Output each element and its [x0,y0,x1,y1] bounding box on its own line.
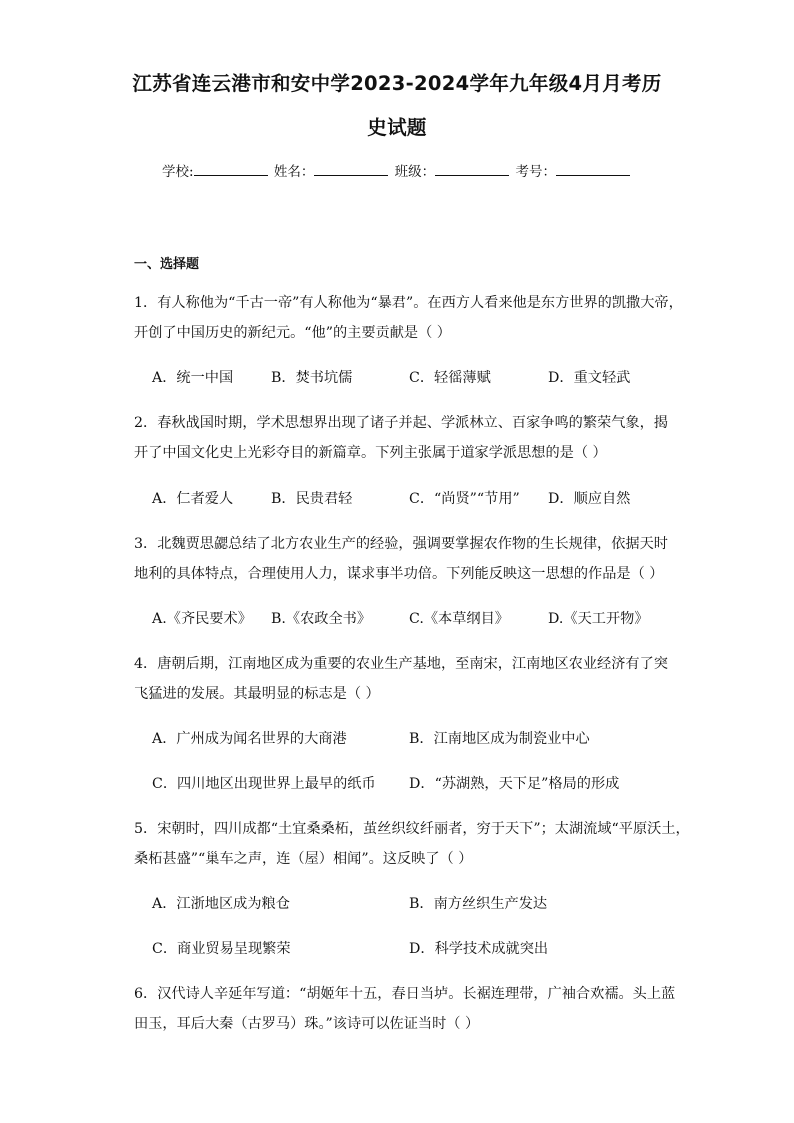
class-blank[interactable] [435,163,509,176]
question-4-options-row-2 [152,773,672,795]
option-d[interactable]: D．顺应自然 [548,491,631,507]
question-1-stem [134,288,683,348]
question-line: 田玉，耳后大秦（古罗马）珠。”该诗可以佐证当时（ ） [134,1016,480,1032]
question-4-options-row-1 [152,728,672,750]
question-4-stem [134,649,668,709]
option-a[interactable]: A．江浙地区成为粮仓 [152,896,290,912]
option-b[interactable]: B.《农政全书》 [271,611,372,627]
option-b[interactable]: B．南方丝织生产发达 [409,896,548,912]
question-2-options [152,488,672,510]
option-a[interactable]: A．广州成为闻名世界的大商港 [152,731,347,747]
name-blank[interactable] [314,163,388,176]
question-6-stem [134,979,676,1039]
question-line: 开了中国文化史上光彩夺目的新篇章。下列主张属于道家学派思想的是（ ） [134,445,607,461]
student-info-row [0,160,794,180]
question-line: 3．北魏贾思勰总结了北方农业生产的经验，强调要掌握农作物的生长规律，依据天时 [134,536,668,552]
option-d[interactable]: D.《天工开物》 [548,611,649,627]
option-a[interactable]: A．仁者爱人 [152,491,234,507]
option-d[interactable]: D．科学技术成就突出 [409,941,549,957]
question-5-options-row-2 [152,938,672,960]
option-b[interactable]: B．焚书坑儒 [271,370,353,386]
option-c[interactable]: C.《本草纲目》 [409,611,509,627]
option-a[interactable]: A.《齐民要术》 [152,611,252,627]
question-line: 桑柘甚盛”“巢车之声，连（屋）相闻”。这反映了（ ） [134,851,473,867]
option-c[interactable]: C．四川地区出现世界上最早的纸币 [152,776,376,792]
page-title-line-2: 史试题 [367,116,427,139]
page-title-line-1: 江苏省连云港市和安中学2023-2024学年九年级4月月考历 [132,72,662,95]
exam-number-blank[interactable] [556,163,630,176]
question-3-stem [134,529,668,589]
option-d[interactable]: D．“苏湖熟，天下足”格局的形成 [409,776,620,792]
name-label: 姓名： [273,164,315,180]
option-c[interactable]: C．“尚贤”“节用” [409,491,520,507]
exam-number-label: 考号： [515,164,556,180]
option-c[interactable]: C．轻徭薄赋 [409,370,491,386]
option-d[interactable]: D．重文轻武 [548,370,631,386]
class-label: 班级： [394,164,436,180]
option-b[interactable]: B．民贵君轻 [271,491,353,507]
school-label: 学校: [162,164,194,180]
question-line: 6．汉代诗人辛延年写道：“胡姬年十五，春日当垆。长裾连理带，广袖合欢襦。头上蓝 [134,986,676,1002]
question-line: 开创了中国历史的新纪元。“他”的主要贡献是（ ） [134,325,451,341]
option-a[interactable]: A．统一中国 [152,370,234,386]
question-line: 1．有人称他为“千古一帝”有人称他为“暴君”。在西方人看来他是东方世界的凯撒大帝， [134,295,683,311]
question-line: 2．春秋战国时期，学术思想界出现了诸子并起、学派林立、百家争鸣的繁荣气象，揭 [134,415,668,431]
question-5-options-row-1 [152,893,672,915]
question-line: 4．唐朝后期，江南地区成为重要的农业生产基地，至南宋，江南地区农业经济有了突 [134,656,668,672]
option-c[interactable]: C．商业贸易呈现繁荣 [152,941,291,957]
school-blank[interactable] [194,163,268,176]
question-1-options [152,367,672,389]
question-line: 飞猛进的发展。其最明显的标志是（ ） [134,686,380,702]
question-line: 5．宋朝时，四川成都“土宜桑桑柘，茧丝织纹纤丽者，穷于天下”；太湖流域“平原沃土， [134,821,690,837]
question-2-stem [134,408,668,468]
question-5-stem [134,814,690,874]
option-b[interactable]: B．江南地区成为制瓷业中心 [409,731,590,747]
question-3-options [152,608,672,630]
section-heading: 一、选择题 [134,257,200,272]
question-line: 地利的具体特点，合理使用人力，谋求事半功倍。下列能反映这一思想的作品是（ ） [134,566,664,582]
